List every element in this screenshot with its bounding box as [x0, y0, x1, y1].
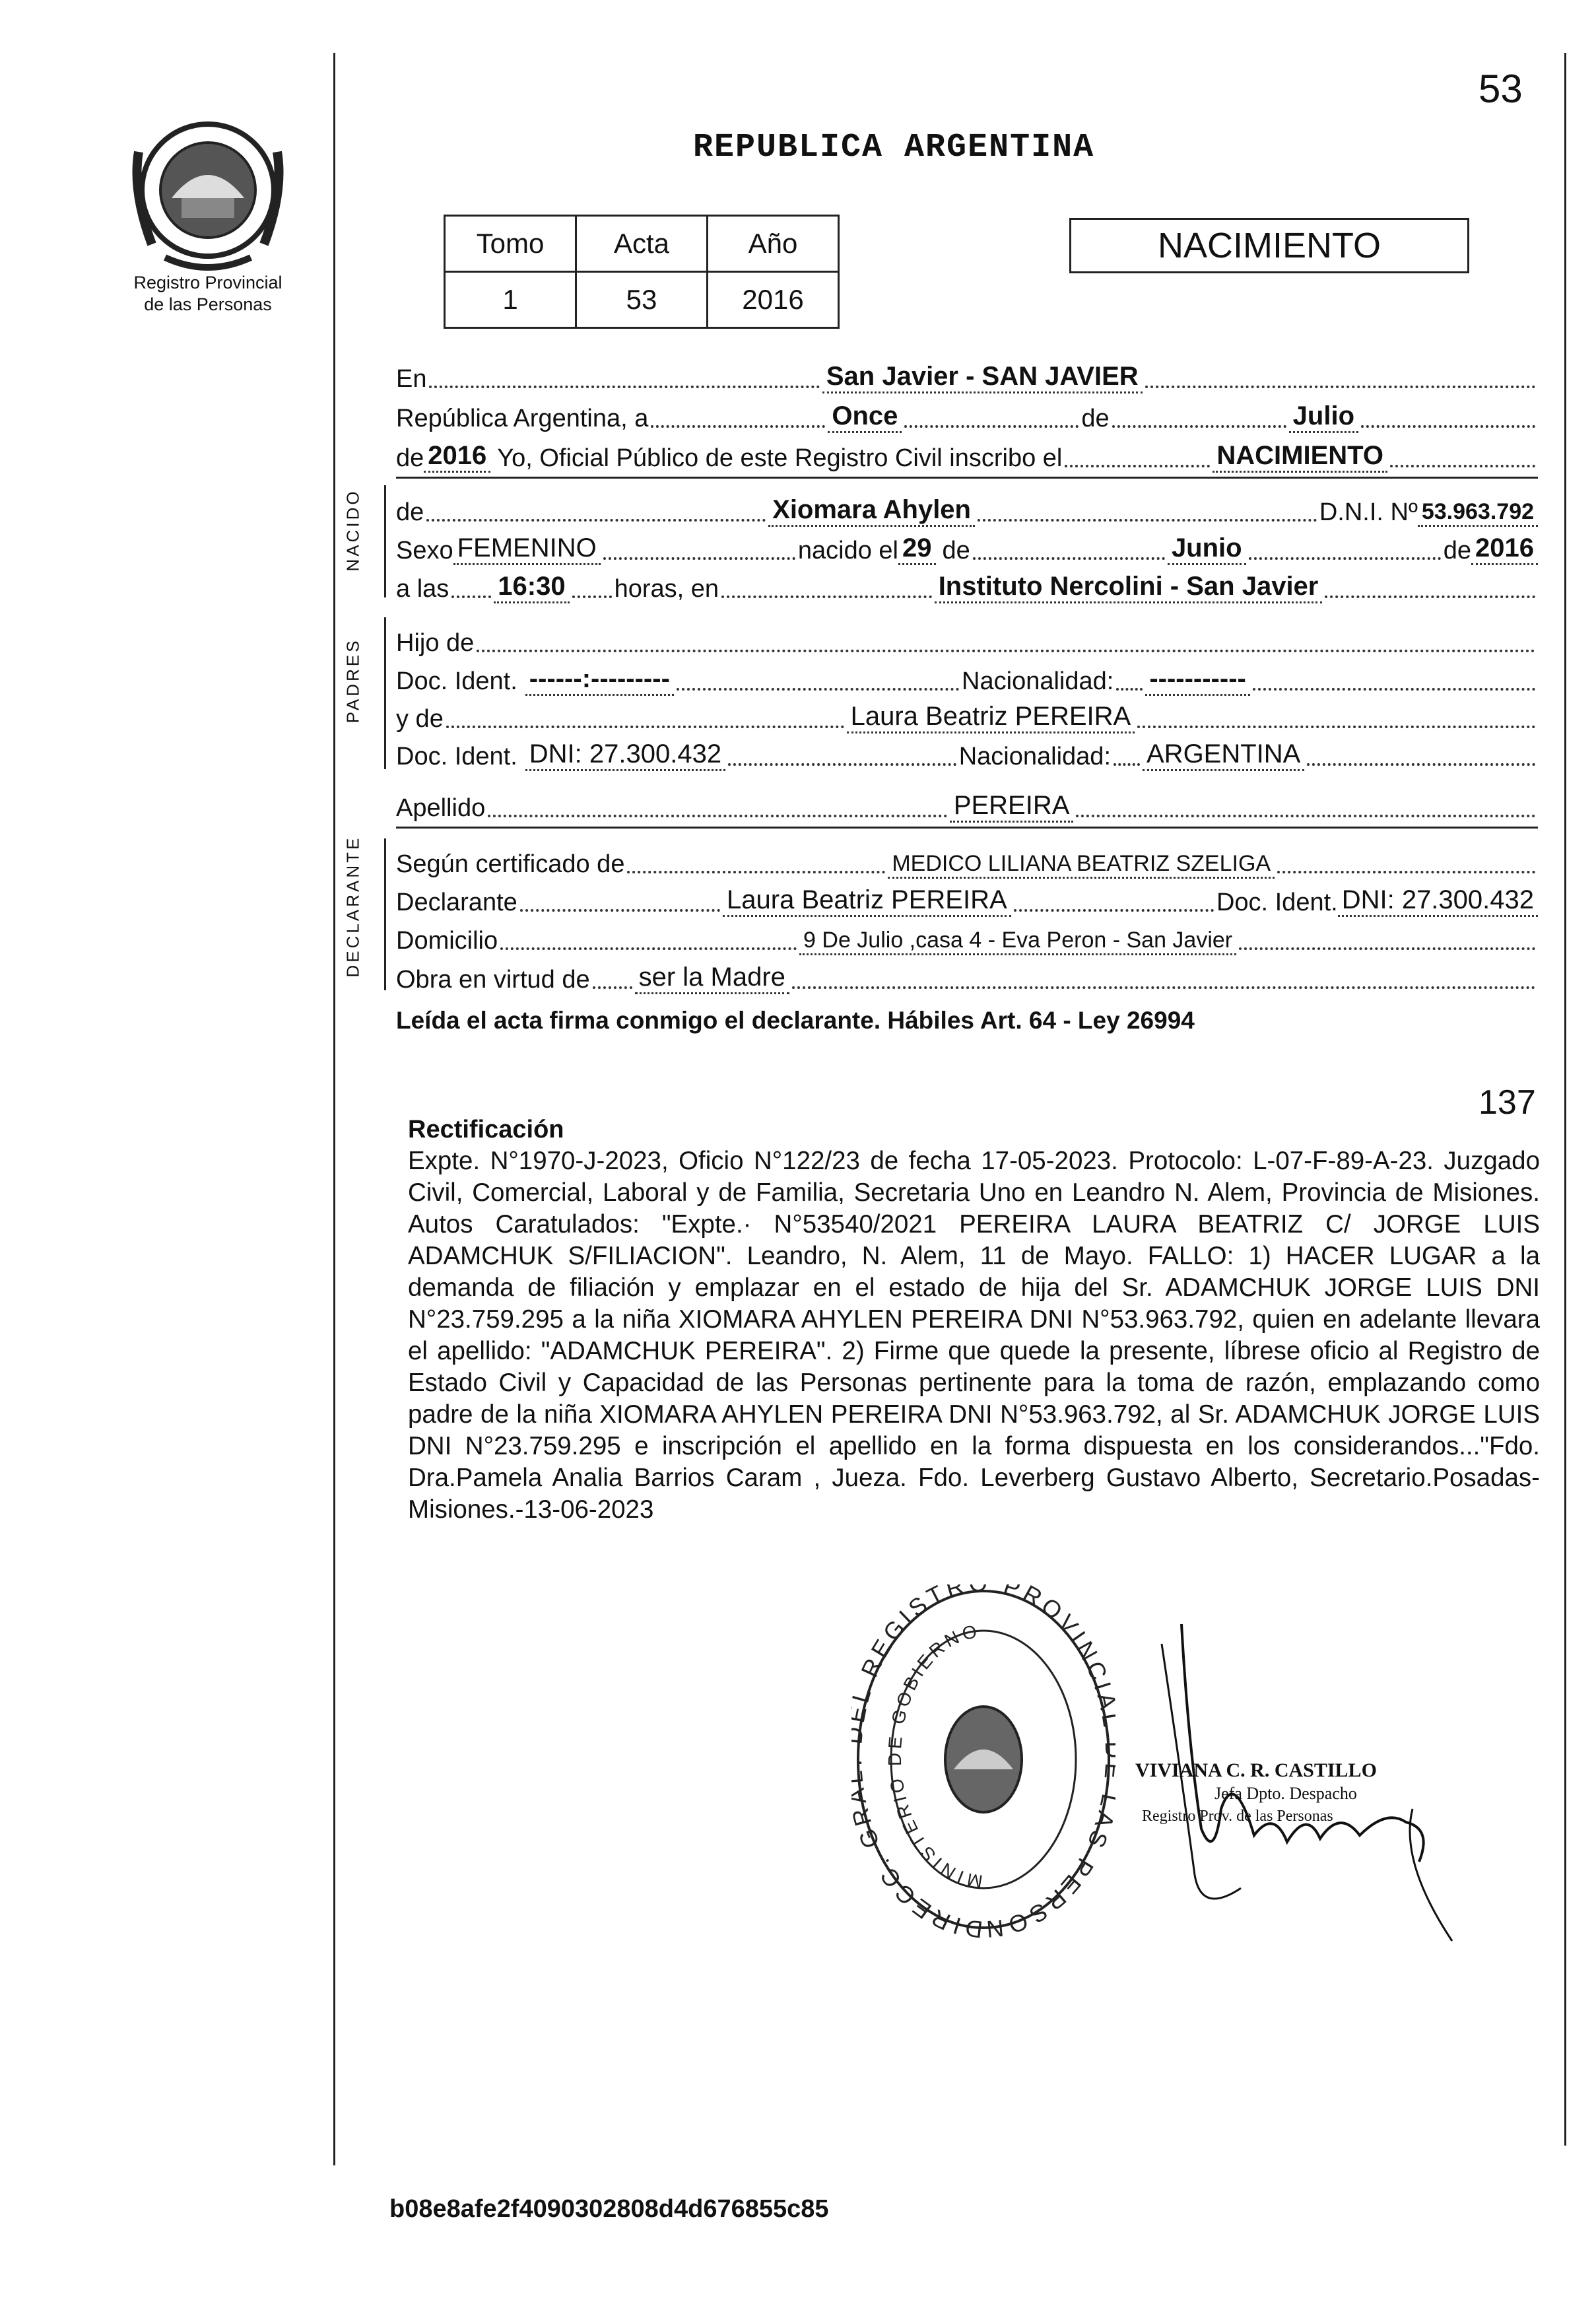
table-header-tomo: Tomo	[445, 216, 576, 272]
caption-line-2: de las Personas	[144, 294, 272, 314]
declarant-doc-value: DNI: 27.300.432	[1338, 885, 1538, 917]
row-padre-doc	[396, 659, 1538, 696]
dot-leader	[603, 557, 795, 560]
row-obra	[396, 957, 1538, 994]
nacionalidad-label-2: Nacionalidad:	[958, 743, 1111, 770]
certificate-value: MEDICO LILIANA BEATRIZ SZELIGA	[888, 851, 1275, 879]
child-name-value: Xiomara Ahylen	[768, 495, 975, 527]
child-dni-value: 53.963.792	[1418, 499, 1538, 527]
row-inscribo	[396, 436, 1538, 473]
y-de-label: y de	[396, 705, 444, 733]
row-nombre	[396, 490, 1538, 527]
dot-leader	[446, 726, 844, 728]
margin-line-left	[333, 53, 335, 2165]
table-value-anio: 2016	[708, 272, 839, 328]
sexo-label: Sexo	[396, 537, 453, 564]
dot-leader	[429, 386, 819, 388]
rectification-body: Expte. N°1970-J-2023, Oficio N°122/23 de fecha 17-05-2023. Protocolo: L-07-F-89-A-23. Juzgado Civil, Comercial, Laboral y de Familia, Secretaria Uno en Leandro N. Alem, Provincia de Misiones. Autos Caratulados: "Expte.· N°53540/2021 PEREIRA LAURA BEATRIZ C/ JORGE LUIS ADAMCHUK S/FILIACION". Leandro, N. Alem, 11 de Mayo. FALLO: 1) HACER LUGAR a la demanda de filiación y emplazar en el estado de hija del Sr. ADAMCHUK JORGE LUIS DNI N°23.759.295 a la niña XIOMARA AHYLEN PEREIRA DNI N°53.963.792, quien en adelante llevara el apellido: "ADAMCHUK PEREIRA". 2) Firme que quede la presente, líbrese oficio al Registro de Estado Civil y Capacidad de las Personas pertinente para la toma de razón, emplazando como padre de la niña XIOMARA AHYLEN PEREIRA DNI N°53.963.792, al Sr. ADAMCHUK JORGE LUIS DNI N°23.759.295 e inscripción el apellido en la forma dispuesta en los considerandos..."Fdo. Dra.Pamela Analia Barrios Caram , Jueza. Fdo. Leverberg Gustavo Alberto, Secretario.Posadas-Misiones.-13-06-2023	[408, 1147, 1540, 1524]
birth-place-value: Instituto Nercolini - San Javier	[935, 572, 1323, 603]
de-label-3: de	[396, 498, 424, 526]
doc-ident-label: Doc. Ident.	[396, 667, 517, 695]
page-number: 53	[1479, 67, 1523, 111]
dot-leader	[477, 650, 1535, 652]
stamp-inner-text: MINISTERIO DE GOBIERNO	[884, 1620, 984, 1892]
row-domicilio	[396, 918, 1538, 955]
birth-day-value: 29	[898, 533, 936, 565]
document-title: REPUBLICA ARGENTINA	[693, 129, 1095, 166]
father-doc-value: ------:---------	[525, 664, 674, 696]
dot-leader	[1014, 909, 1214, 912]
de-label-5: de	[1443, 537, 1472, 564]
dot-leader	[1390, 465, 1535, 467]
day-value: Once	[828, 401, 902, 433]
table-header-anio: Año	[708, 216, 839, 272]
birth-month-value: Junio	[1168, 533, 1246, 565]
a-las-label: a las	[396, 575, 449, 603]
dot-leader	[651, 425, 825, 428]
row-hijo	[396, 621, 1538, 658]
declarant-name-value: Laura Beatriz PEREIRA	[723, 885, 1011, 917]
month-value: Julio	[1289, 401, 1358, 433]
table-value-tomo: 1	[445, 272, 576, 328]
leida-statement: Leída el acta firma conmigo el declarante. Hábiles Art. 64 - Ley 26994	[396, 1007, 1195, 1034]
dot-leader	[1116, 688, 1143, 691]
table-value-acta: 53	[576, 272, 708, 328]
table-header-acta: Acta	[576, 216, 708, 272]
row-fecha	[396, 396, 1538, 433]
decl-doc-label: Doc. Ident.	[1216, 889, 1338, 916]
document-hash: b08e8afe2f4090302808d4d676855c85	[389, 2195, 829, 2223]
section-separator-2	[396, 827, 1538, 829]
dot-leader	[520, 909, 720, 912]
side-label-padres: PADRES	[343, 638, 363, 724]
republica-label: República Argentina, a	[396, 405, 649, 432]
dot-leader	[677, 688, 959, 691]
dot-leader	[627, 871, 885, 873]
dot-leader	[1307, 763, 1535, 766]
dot-leader	[728, 763, 956, 766]
section-separator	[396, 477, 1538, 479]
dot-leader	[978, 519, 1317, 522]
horas-label: horas, en	[614, 575, 719, 603]
birth-time-value: 16:30	[494, 572, 569, 603]
dot-leader	[426, 519, 766, 522]
dni-label: D.N.I. Nº	[1319, 498, 1418, 526]
address-value: 9 De Julio ,casa 4 - Eva Peron - San Javier	[799, 928, 1236, 955]
dot-leader	[721, 595, 932, 598]
section-bar-padres	[384, 617, 386, 769]
rectification-number: 137	[1479, 1083, 1536, 1122]
dot-leader	[973, 557, 1165, 560]
dot-leader	[1361, 425, 1535, 428]
dot-leader	[1076, 815, 1535, 817]
margin-line-right	[1564, 53, 1566, 2146]
nacido-label: nacido el	[797, 537, 899, 564]
birth-year-value: 2016	[1471, 533, 1538, 565]
sexo-value: FEMENINO	[453, 533, 601, 565]
surname-value: PEREIRA	[950, 791, 1074, 823]
de-label-4: de	[942, 537, 970, 564]
record-type-box: NACIMIENTO	[1069, 218, 1469, 273]
dot-leader	[1137, 726, 1535, 728]
row-hora	[396, 566, 1538, 603]
mother-name-value: Laura Beatriz PEREIRA	[847, 702, 1135, 733]
mother-nationality-value: ARGENTINA	[1143, 739, 1304, 771]
dot-leader	[1239, 947, 1535, 950]
signature-block	[1122, 1611, 1492, 1954]
signatory-dept: Registro Prov. de las Personas	[1142, 1808, 1333, 1825]
row-madre-doc	[396, 734, 1538, 771]
dot-leader	[1145, 386, 1535, 388]
side-label-nacido: NACIDO	[343, 489, 363, 572]
stamp-ring-text: DIRECC. G REGISTR PROVINCI S PERSON	[851, 1584, 1115, 1941]
dot-leader	[1065, 465, 1210, 467]
nacionalidad-label: Nacionalidad:	[962, 667, 1114, 695]
place-value: San Javier - SAN JAVIER	[822, 362, 1143, 393]
row-declarante	[396, 880, 1538, 917]
rectification-heading: Rectificación	[408, 1116, 564, 1143]
registry-caption	[106, 272, 310, 316]
row-en	[396, 357, 1538, 393]
dot-leader	[572, 595, 612, 598]
oficial-text: Yo, Oficial Público de este Registro Civil inscribo el	[497, 444, 1063, 472]
dot-leader	[792, 986, 1535, 989]
dot-leader	[451, 595, 491, 598]
dot-leader	[1253, 688, 1535, 691]
row-apellido	[396, 786, 1538, 823]
row-certificado	[396, 842, 1538, 879]
row-madre	[396, 696, 1538, 733]
dot-leader	[488, 815, 947, 817]
obra-label: Obra en virtud de	[396, 966, 590, 994]
signatory-title: Jefa Dpto. Despacho	[1214, 1784, 1357, 1803]
doc-ident-label-2: Doc. Ident.	[396, 743, 517, 770]
dot-leader	[500, 947, 797, 950]
mother-doc-value: DNI: 27.300.432	[525, 739, 725, 771]
segun-label: Según certificado de	[396, 850, 625, 878]
official-stamp	[851, 1584, 1115, 1941]
father-nationality-value: -----------	[1145, 664, 1250, 696]
capacity-value: ser la Madre	[635, 963, 789, 994]
dot-leader	[1112, 425, 1286, 428]
inscribo-value: NACIMIENTO	[1213, 441, 1387, 473]
dot-leader	[1325, 595, 1535, 598]
side-label-declarante: DECLARANTE	[343, 835, 363, 978]
acta-table	[444, 215, 840, 329]
apellido-label: Apellido	[396, 794, 486, 822]
stamp-seal-icon	[851, 1584, 1115, 1941]
dot-leader	[593, 986, 632, 989]
misiones-seal-icon	[125, 112, 290, 271]
en-label: En	[396, 365, 427, 393]
domicilio-label: Domicilio	[396, 927, 498, 955]
dot-leader	[1277, 871, 1535, 873]
signature-scribble-icon	[1122, 1611, 1492, 1954]
dot-leader	[1249, 557, 1441, 560]
signatory-name: VIVIANA C. R. CASTILLO	[1135, 1759, 1377, 1781]
declarante-label: Declarante	[396, 889, 517, 916]
dot-leader	[1114, 763, 1140, 766]
caption-line-1: Registro Provincial	[133, 273, 283, 292]
registry-logo	[125, 112, 290, 271]
section-bar-nacido	[384, 485, 386, 597]
row-sexo	[396, 528, 1538, 565]
de-label: de	[1081, 405, 1110, 432]
de-label-2: de	[396, 444, 424, 472]
hijo-label: Hijo de	[396, 629, 475, 657]
dot-leader	[904, 425, 1079, 428]
section-bar-declarante	[384, 838, 386, 990]
year-value: 2016	[424, 441, 490, 473]
